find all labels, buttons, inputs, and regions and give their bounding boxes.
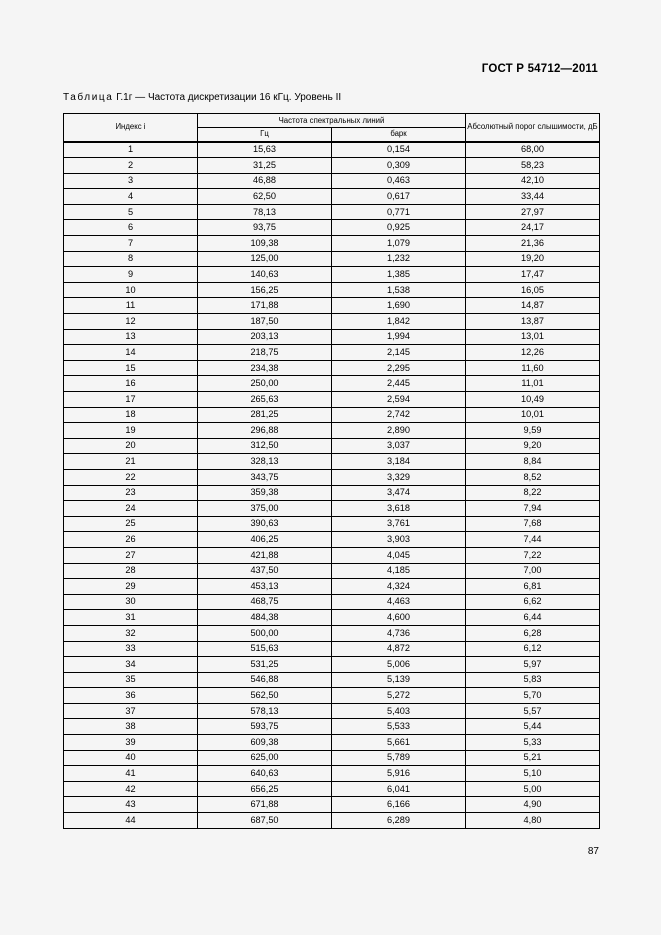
cell-hz: 171,88 [198, 298, 332, 314]
table-row [64, 236, 600, 252]
cell-hz: 140,63 [198, 267, 332, 283]
cell-threshold: 5,44 [466, 719, 600, 735]
cell-index: 40 [64, 750, 198, 766]
header-frequency-group: Частота спектральных линий [198, 114, 466, 128]
cell-threshold: 33,44 [466, 189, 600, 205]
cell-index: 12 [64, 314, 198, 330]
cell-index: 20 [64, 438, 198, 454]
cell-hz: 515,63 [198, 641, 332, 657]
cell-bark: 5,789 [332, 750, 466, 766]
header-threshold: Абсолютный порог слышимости, дБ [466, 114, 600, 142]
table-row [64, 781, 600, 797]
cell-bark: 2,890 [332, 423, 466, 439]
cell-hz: 62,50 [198, 189, 332, 205]
cell-index: 28 [64, 563, 198, 579]
cell-bark: 0,925 [332, 220, 466, 236]
cell-bark: 5,139 [332, 672, 466, 688]
cell-bark: 5,533 [332, 719, 466, 735]
cell-index: 33 [64, 641, 198, 657]
cell-threshold: 6,12 [466, 641, 600, 657]
cell-bark: 1,232 [332, 251, 466, 267]
cell-hz: 375,00 [198, 501, 332, 517]
cell-hz: 640,63 [198, 766, 332, 782]
cell-index: 42 [64, 781, 198, 797]
cell-index: 5 [64, 204, 198, 220]
cell-bark: 3,184 [332, 454, 466, 470]
header-hz: Гц [198, 128, 332, 142]
cell-threshold: 5,10 [466, 766, 600, 782]
cell-bark: 6,289 [332, 813, 466, 829]
header-bark: барк [332, 128, 466, 142]
table-row [64, 189, 600, 205]
cell-threshold: 7,68 [466, 516, 600, 532]
table-row [64, 625, 600, 641]
cell-index: 21 [64, 454, 198, 470]
cell-bark: 3,474 [332, 485, 466, 501]
cell-bark: 5,272 [332, 688, 466, 704]
table-row [64, 657, 600, 673]
cell-index: 41 [64, 766, 198, 782]
cell-bark: 6,166 [332, 797, 466, 813]
cell-threshold: 5,70 [466, 688, 600, 704]
cell-index: 10 [64, 282, 198, 298]
table-row [64, 735, 600, 751]
cell-threshold: 12,26 [466, 345, 600, 361]
table-row [64, 797, 600, 813]
cell-index: 18 [64, 407, 198, 423]
cell-hz: 281,25 [198, 407, 332, 423]
cell-hz: 421,88 [198, 547, 332, 563]
cell-hz: 406,25 [198, 532, 332, 548]
cell-index: 39 [64, 735, 198, 751]
table-row [64, 610, 600, 626]
cell-hz: 468,75 [198, 594, 332, 610]
cell-index: 24 [64, 501, 198, 517]
cell-threshold: 7,44 [466, 532, 600, 548]
cell-bark: 6,041 [332, 781, 466, 797]
cell-bark: 3,903 [332, 532, 466, 548]
table-row [64, 407, 600, 423]
table-row [64, 173, 600, 189]
cell-hz: 15,63 [198, 142, 332, 158]
cell-hz: 343,75 [198, 469, 332, 485]
cell-threshold: 5,97 [466, 657, 600, 673]
table-row [64, 594, 600, 610]
cell-index: 6 [64, 220, 198, 236]
page-number: 87 [587, 846, 599, 857]
cell-index: 38 [64, 719, 198, 735]
cell-index: 25 [64, 516, 198, 532]
cell-index: 17 [64, 392, 198, 408]
table-row [64, 750, 600, 766]
table-row [64, 392, 600, 408]
cell-threshold: 10,01 [466, 407, 600, 423]
table-row [64, 345, 600, 361]
cell-threshold: 8,52 [466, 469, 600, 485]
cell-index: 16 [64, 376, 198, 392]
table-row [64, 719, 600, 735]
cell-hz: 671,88 [198, 797, 332, 813]
table-row [64, 204, 600, 220]
cell-index: 15 [64, 360, 198, 376]
cell-bark: 4,463 [332, 594, 466, 610]
cell-index: 26 [64, 532, 198, 548]
table-row [64, 641, 600, 657]
cell-bark: 5,006 [332, 657, 466, 673]
cell-threshold: 27,97 [466, 204, 600, 220]
cell-threshold: 8,84 [466, 454, 600, 470]
table-row [64, 158, 600, 174]
cell-threshold: 68,00 [466, 142, 600, 158]
cell-threshold: 6,44 [466, 610, 600, 626]
table-row [64, 703, 600, 719]
cell-hz: 234,38 [198, 360, 332, 376]
cell-threshold: 5,21 [466, 750, 600, 766]
cell-index: 4 [64, 189, 198, 205]
cell-bark: 4,736 [332, 625, 466, 641]
cell-index: 34 [64, 657, 198, 673]
cell-index: 35 [64, 672, 198, 688]
caption-text: Г.1г — Частота дискретизации 16 кГц. Уровень II [116, 92, 342, 103]
cell-hz: 78,13 [198, 204, 332, 220]
table-row [64, 579, 600, 595]
cell-threshold: 19,20 [466, 251, 600, 267]
cell-bark: 3,037 [332, 438, 466, 454]
table-row [64, 220, 600, 236]
cell-hz: 93,75 [198, 220, 332, 236]
cell-threshold: 7,94 [466, 501, 600, 517]
cell-threshold: 11,60 [466, 360, 600, 376]
cell-threshold: 7,22 [466, 547, 600, 563]
cell-hz: 296,88 [198, 423, 332, 439]
data-table [63, 113, 600, 829]
cell-hz: 203,13 [198, 329, 332, 345]
table-row [64, 516, 600, 532]
cell-bark: 1,385 [332, 267, 466, 283]
cell-bark: 5,403 [332, 703, 466, 719]
cell-bark: 3,329 [332, 469, 466, 485]
cell-threshold: 11,01 [466, 376, 600, 392]
cell-index: 9 [64, 267, 198, 283]
cell-bark: 2,594 [332, 392, 466, 408]
cell-threshold: 4,80 [466, 813, 600, 829]
table-row [64, 282, 600, 298]
cell-index: 14 [64, 345, 198, 361]
cell-index: 3 [64, 173, 198, 189]
cell-index: 30 [64, 594, 198, 610]
cell-bark: 5,916 [332, 766, 466, 782]
cell-threshold: 14,87 [466, 298, 600, 314]
cell-hz: 31,25 [198, 158, 332, 174]
cell-index: 23 [64, 485, 198, 501]
table-row [64, 314, 600, 330]
cell-hz: 578,13 [198, 703, 332, 719]
cell-index: 27 [64, 547, 198, 563]
table-row [64, 485, 600, 501]
table-row [64, 267, 600, 283]
cell-index: 32 [64, 625, 198, 641]
cell-threshold: 24,17 [466, 220, 600, 236]
table-row [64, 688, 600, 704]
cell-index: 37 [64, 703, 198, 719]
standard-code: ГОСТ Р 54712—2011 [481, 63, 598, 75]
cell-hz: 250,00 [198, 376, 332, 392]
cell-threshold: 9,20 [466, 438, 600, 454]
table-row [64, 438, 600, 454]
cell-bark: 0,154 [332, 142, 466, 158]
cell-index: 19 [64, 423, 198, 439]
cell-bark: 5,661 [332, 735, 466, 751]
cell-hz: 500,00 [198, 625, 332, 641]
cell-hz: 687,50 [198, 813, 332, 829]
cell-hz: 656,25 [198, 781, 332, 797]
cell-threshold: 21,36 [466, 236, 600, 252]
cell-bark: 0,617 [332, 189, 466, 205]
cell-threshold: 17,47 [466, 267, 600, 283]
cell-bark: 4,872 [332, 641, 466, 657]
cell-bark: 2,145 [332, 345, 466, 361]
table-row [64, 547, 600, 563]
cell-threshold: 5,83 [466, 672, 600, 688]
cell-bark: 4,600 [332, 610, 466, 626]
cell-hz: 531,25 [198, 657, 332, 673]
cell-hz: 484,38 [198, 610, 332, 626]
table-row [64, 501, 600, 517]
cell-hz: 359,38 [198, 485, 332, 501]
cell-hz: 187,50 [198, 314, 332, 330]
caption-label: Таблица [63, 92, 114, 103]
header-index: Индекс i [64, 114, 198, 142]
cell-hz: 625,00 [198, 750, 332, 766]
cell-index: 43 [64, 797, 198, 813]
cell-bark: 2,445 [332, 376, 466, 392]
cell-bark: 2,295 [332, 360, 466, 376]
cell-hz: 437,50 [198, 563, 332, 579]
cell-bark: 1,538 [332, 282, 466, 298]
cell-bark: 1,994 [332, 329, 466, 345]
cell-index: 11 [64, 298, 198, 314]
cell-bark: 4,185 [332, 563, 466, 579]
cell-threshold: 5,33 [466, 735, 600, 751]
cell-threshold: 7,00 [466, 563, 600, 579]
cell-threshold: 6,62 [466, 594, 600, 610]
cell-bark: 4,324 [332, 579, 466, 595]
cell-threshold: 13,01 [466, 329, 600, 345]
cell-hz: 156,25 [198, 282, 332, 298]
cell-hz: 109,38 [198, 236, 332, 252]
cell-index: 31 [64, 610, 198, 626]
table-row [64, 532, 600, 548]
table-row [64, 672, 600, 688]
cell-bark: 0,309 [332, 158, 466, 174]
table-row [64, 813, 600, 829]
cell-index: 36 [64, 688, 198, 704]
table-row [64, 329, 600, 345]
cell-index: 22 [64, 469, 198, 485]
table-row [64, 376, 600, 392]
cell-threshold: 58,23 [466, 158, 600, 174]
cell-threshold: 16,05 [466, 282, 600, 298]
cell-hz: 312,50 [198, 438, 332, 454]
cell-hz: 125,00 [198, 251, 332, 267]
table-row [64, 469, 600, 485]
cell-bark: 0,463 [332, 173, 466, 189]
table-row [64, 766, 600, 782]
cell-threshold: 8,22 [466, 485, 600, 501]
cell-index: 8 [64, 251, 198, 267]
cell-bark: 3,761 [332, 516, 466, 532]
table-row [64, 423, 600, 439]
cell-index: 29 [64, 579, 198, 595]
cell-hz: 390,63 [198, 516, 332, 532]
table-row [64, 142, 600, 158]
cell-hz: 265,63 [198, 392, 332, 408]
table-row [64, 360, 600, 376]
cell-bark: 0,771 [332, 204, 466, 220]
table-body [64, 142, 600, 829]
cell-threshold: 5,00 [466, 781, 600, 797]
cell-hz: 546,88 [198, 672, 332, 688]
cell-hz: 562,50 [198, 688, 332, 704]
cell-bark: 1,079 [332, 236, 466, 252]
cell-bark: 4,045 [332, 547, 466, 563]
cell-index: 1 [64, 142, 198, 158]
cell-threshold: 4,90 [466, 797, 600, 813]
cell-index: 44 [64, 813, 198, 829]
cell-hz: 453,13 [198, 579, 332, 595]
cell-threshold: 6,81 [466, 579, 600, 595]
cell-index: 2 [64, 158, 198, 174]
table-row [64, 251, 600, 267]
cell-index: 7 [64, 236, 198, 252]
cell-threshold: 6,28 [466, 625, 600, 641]
cell-bark: 3,618 [332, 501, 466, 517]
cell-threshold: 9,59 [466, 423, 600, 439]
cell-threshold: 10,49 [466, 392, 600, 408]
cell-hz: 328,13 [198, 454, 332, 470]
cell-threshold: 42,10 [466, 173, 600, 189]
cell-hz: 593,75 [198, 719, 332, 735]
cell-index: 13 [64, 329, 198, 345]
cell-hz: 218,75 [198, 345, 332, 361]
cell-bark: 1,690 [332, 298, 466, 314]
cell-threshold: 5,57 [466, 703, 600, 719]
cell-threshold: 13,87 [466, 314, 600, 330]
table-row [64, 563, 600, 579]
cell-bark: 1,842 [332, 314, 466, 330]
cell-hz: 609,38 [198, 735, 332, 751]
table-row [64, 298, 600, 314]
table-caption [63, 92, 341, 103]
cell-bark: 2,742 [332, 407, 466, 423]
cell-hz: 46,88 [198, 173, 332, 189]
table-row [64, 454, 600, 470]
